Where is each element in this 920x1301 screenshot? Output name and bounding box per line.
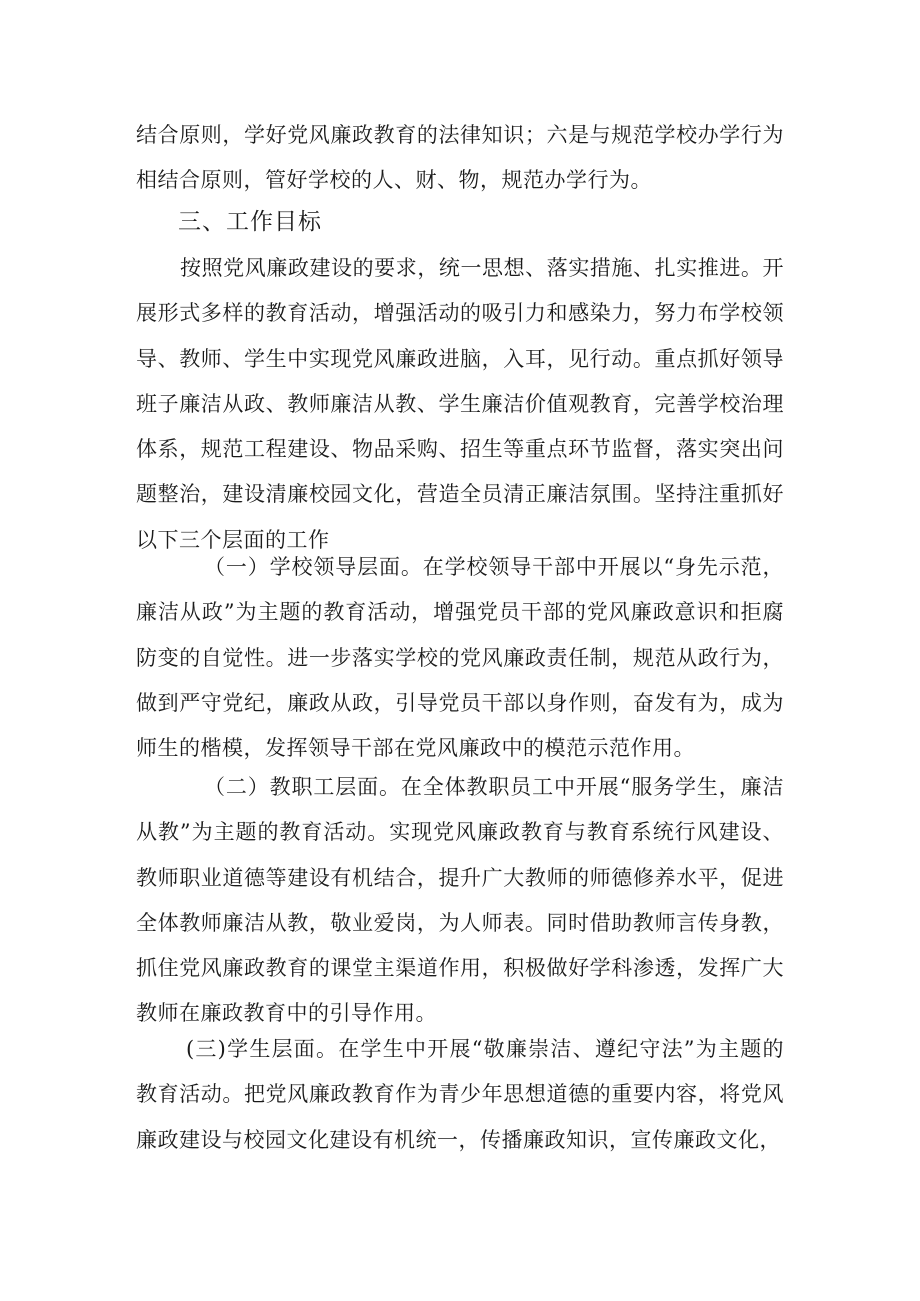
item-1-paragraph: （一）学校领导层面。在学校领导干部中开展以“身先示范，廉洁从政”为主题的教育活动，增强党员干部的党风廉政意识和拒腐防变的自觉性。进一步落实学校的党风廉政责任制，规范从政行为，做到严守党纪，廉政从政，引导党员干部以身作则，奋发有为，成为师生的楷模，发挥领导干部在党风廉政中的模范示范作用。	[136, 555, 784, 761]
intro-paragraph: 按照党风廉政建设的要求，统一思想、落实措施、扎实推进。开展形式多样的教育活动，增强活动的吸引力和感染力，努力布学校领导、教师、学生中实现党风廉政进脑，入耳，见行动。重点抓好领导班子廉洁从政、教师廉洁从教、学生廉洁价值观教育，完善学校治理体系，规范工程建设、物品采购、招生等重点环节监督，落实突出问题整治，建设清廉校园文化，营造全员清正廉洁氛围。坚持注重抓好以下三个层面的工作	[136, 256, 784, 552]
continuation-paragraph: 结合原则，学好党风廉政教育的法律知识；六是与规范学校办学行为相结合原则，管好学校的人、财、物，规范办学行为。	[136, 123, 784, 193]
item-2-paragraph: （二）教职工层面。在全体教职员工中开展“服务学生，廉洁从教”为主题的教育活动。实现党风廉政教育与教育系统行风建设、教师职业道德等建设有机结合，提升广大教师的师德修养水平，促进全体教师廉洁从教，敬业爱岗，为人师表。同时借助教师言传身教，抓住党风廉政教育的课堂主渠道作用，积极做好学科渗透，发挥广大教师在廉政教育中的引导作用。	[136, 775, 784, 1026]
item-3-paragraph: (三)学生层面。在学生中开展“敬廉崇洁、遵纪守法”为主题的教育活动。把党风廉政教育作为青少年思想道德的重要内容，将党风廉政建设与校园文化建设有机统一，传播廉政知识，宣传廉政文化，	[136, 1037, 784, 1152]
section-heading: 三、工作目标	[178, 209, 322, 235]
